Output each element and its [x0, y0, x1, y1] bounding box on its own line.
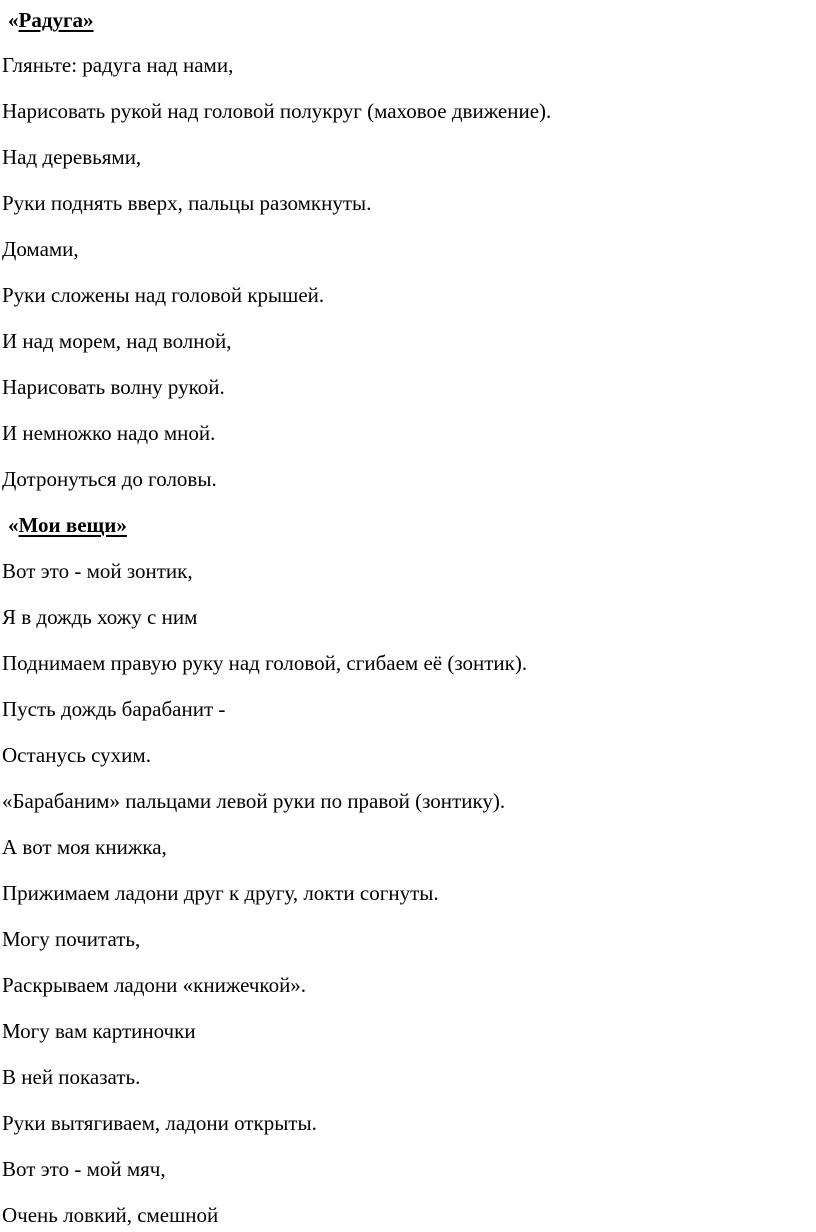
text-line: И немножко надо мной. — [2, 421, 216, 445]
text-line: Дотронуться до головы. — [2, 467, 217, 491]
text-line: Могу вам картиночки — [2, 1019, 196, 1043]
text-line: Очень ловкий, смешной — [2, 1203, 219, 1227]
title-open-quote: « — [8, 513, 19, 537]
text-line: Вот это - мой мяч, — [2, 1157, 166, 1181]
text-line: Над деревьями, — [2, 145, 142, 169]
text-line: Гляньте: радуга над нами, — [2, 53, 234, 77]
title-open-quote: « — [8, 8, 19, 32]
text-line: Пусть дождь барабанит - — [2, 697, 226, 721]
text-line: Я в дождь хожу с ним — [2, 605, 198, 629]
text-line: И над морем, над волной, — [2, 329, 232, 353]
text-line: Могу почитать, — [2, 927, 141, 951]
text-line: А вот моя книжка, — [2, 835, 167, 859]
title-text: Радуга» — [18, 8, 94, 32]
text-line: Вот это - мой зонтик, — [2, 559, 193, 583]
text-line: Нарисовать рукой над головой полукруг (маховое движение). — [2, 99, 552, 123]
text-line: «Барабаним» пальцами левой руки по правой (зонтику). — [2, 789, 506, 813]
section-title-moi-veshchi — [8, 512, 127, 538]
text-line: Поднимаем правую руку над головой, сгибаем её (зонтик). — [2, 651, 528, 675]
section-title-raduga — [8, 7, 94, 33]
text-line: Домами, — [2, 237, 79, 261]
text-line: Руки сложены над головой крышей. — [2, 283, 325, 307]
text-line: Руки вытягиваем, ладони открыты. — [2, 1111, 317, 1135]
text-line: Останусь сухим. — [2, 743, 151, 767]
text-line: Руки поднять вверх, пальцы разомкнуты. — [2, 191, 372, 215]
text-line: Нарисовать волну рукой. — [2, 375, 225, 399]
text-line: В ней показать. — [2, 1065, 141, 1089]
title-text: Мои вещи» — [18, 513, 127, 537]
text-line: Прижимаем ладони друг к другу, локти согнуты. — [2, 881, 439, 905]
text-line: Раскрываем ладони «книжечкой». — [2, 973, 307, 997]
